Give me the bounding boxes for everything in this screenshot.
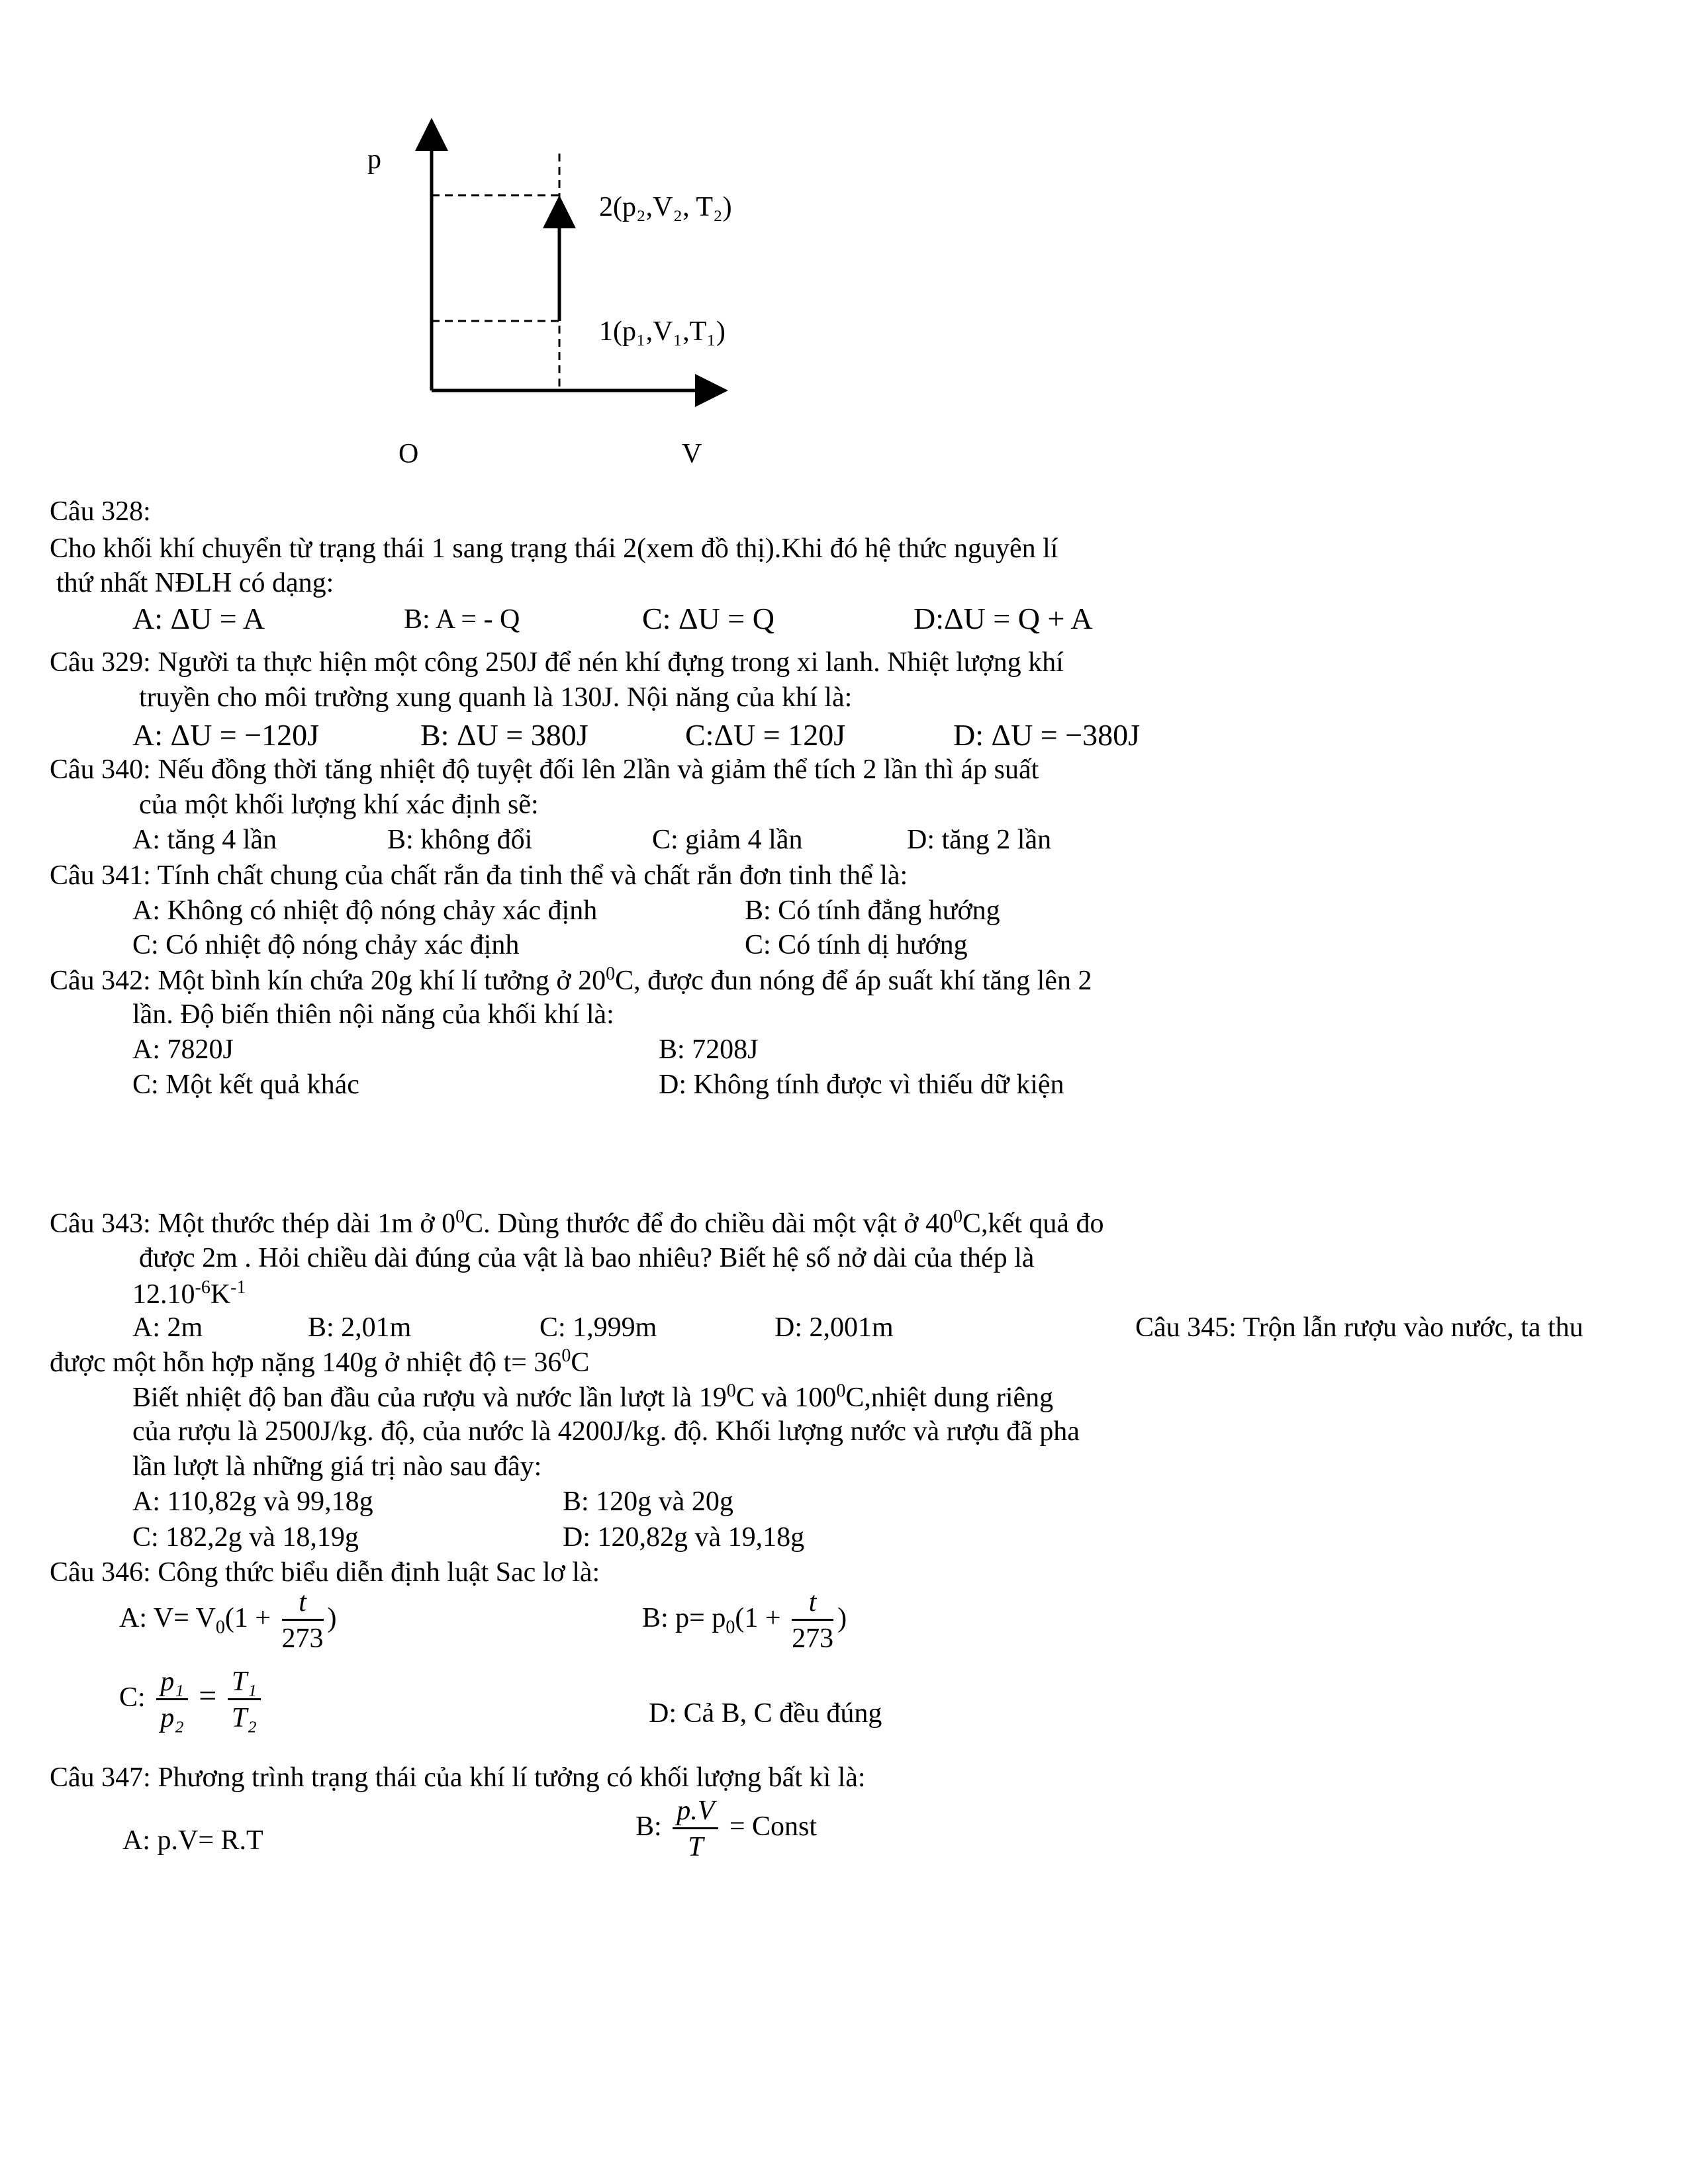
q342-text-line1: Câu 342: Một bình kín chứa 20g khí lí tưởng ở $20^0C$, được đun nóng để áp suất khí tăng lên 2	[50, 964, 1092, 996]
q346-option-a: A: $V= V_0(1$ + $\frac{t}{273}$ )	[119, 1587, 337, 1654]
origin-label: O	[399, 439, 419, 469]
q328-option-d: D:ΔU = Q + A	[914, 602, 1093, 635]
q346-c-fraction-t: $\frac{\text{T₁}}{\text{T₂}}$	[228, 1668, 261, 1732]
q341-option-a: A: Không có nhiệt độ nóng chảy xác định	[132, 895, 598, 926]
q345-option-d: D: 120,82g và 19,18g	[563, 1522, 805, 1553]
q340-option-b: B: không đổi	[387, 825, 533, 855]
q328-option-c: C: ΔU = Q	[642, 602, 774, 635]
q343-text-line3: $12.10^{-6}K^{-1}$	[132, 1277, 246, 1310]
q329-option-b: B: ΔU = 380J	[420, 718, 588, 752]
q345-text-line3: Biết nhiệt độ ban đầu của rượu và nước lần lượt là $19^0C$ và $100^0C,nhiệt$ dung riêng	[132, 1381, 1054, 1413]
q345-text-line5: lần lượt là những giá trị nào sau đây:	[132, 1451, 542, 1482]
q347-option-a: A: p.V= R.T	[122, 1825, 263, 1856]
q329-text-line1: Câu 329: Người ta thực hiện một công 250J để nén khí đựng trong xi lanh. Nhiệt lượng khí	[50, 647, 1064, 678]
q343-text-line1: Câu 343: Một thước thép dài 1m ở $0^0C$. Dùng thước để đo chiều dài một vật ở $40^0C,kết$ quả đo	[50, 1206, 1104, 1239]
q329-option-c: C:ΔU = 120J	[685, 718, 846, 752]
p-axis-label: p	[367, 144, 381, 175]
q342-option-a: A: 7820J	[132, 1034, 234, 1065]
q347-b-fraction: $\frac{p.V}{T}$	[673, 1797, 718, 1861]
q328-option-a: A: ΔU = A	[132, 602, 265, 635]
q328-heading: Câu 328:	[50, 496, 151, 527]
q347-option-b: B: $\frac{p.V}{T}$ = Const	[635, 1796, 818, 1862]
q345-text-line2: được một hỗn hợp nặng 140g ở nhiệt độ $t= 36^0C$	[50, 1345, 590, 1378]
q346-option-c: C: $\frac{\text{p₁}}{\text{p₂}}$ = $\frac{\text{T₁}}{\text{T₂}}$	[119, 1668, 265, 1732]
q328-text-line2: thứ nhất NĐLH có dạng:	[56, 568, 334, 598]
v-axis-label: V	[682, 439, 702, 469]
q345-text-line1: Câu 345: Trộn lẫn rượu vào nước, ta thu	[1135, 1312, 1583, 1343]
q329-text-line2: truyền cho môi trường xung quanh là 130J. Nội năng của khí là:	[139, 682, 853, 713]
q345-option-a: A: 110,82g và 99,18g	[132, 1486, 373, 1517]
q341-option-d: C: Có tính dị hướng	[745, 930, 968, 960]
q346-option-d: D: Cả B, C đều đúng	[649, 1698, 882, 1729]
q328-option-b: B: A = - Q	[404, 604, 520, 635]
q343-option-c: C: 1,999m	[539, 1312, 657, 1343]
q346-c-fraction-p: $\frac{\text{p₁}}{\text{p₂}}$	[156, 1668, 188, 1732]
q342-option-d: D: Không tính được vì thiếu dữ kiện	[659, 1069, 1064, 1100]
q346-b-fraction: $\frac{t}{273}$	[792, 1587, 834, 1654]
q345-option-b: B: 120g và 20g	[563, 1486, 733, 1517]
q329-option-a: A: ΔU = −120J	[132, 718, 320, 752]
q346-a-fraction: $\frac{t}{273}$	[281, 1587, 324, 1654]
q340-option-c: C: giảm 4 lần	[652, 825, 803, 855]
q340-text-line1: Câu 340: Nếu đồng thời tăng nhiệt độ tuyệt đối lên 2lần và giảm thể tích 2 lần thì áp suất	[50, 754, 1039, 785]
q345-option-c: C: 182,2g và 18,19g	[132, 1522, 359, 1553]
q342-option-b: B: 7208J	[659, 1034, 759, 1065]
q347-text-line1: Câu 347: Phương trình trạng thái của khí lí tưởng có khối lượng bất kì là:	[50, 1762, 866, 1793]
q343-text-line2: được 2m . Hỏi chiều dài đúng của vật là bao nhiêu? Biết hệ số nở dài của thép là	[139, 1243, 1035, 1273]
q340-option-a: A: tăng 4 lần	[132, 825, 277, 855]
q328-text-line1: Cho khối khí chuyển từ trạng thái 1 sang trạng thái 2(xem đồ thị).Khi đó hệ thức nguyên lí	[50, 533, 1058, 564]
q342-text-line2: lần. Độ biến thiên nội năng của khối khí là:	[132, 999, 614, 1030]
q346-option-b: B: $p= p_0(1$ + $\frac{t}{273}$ )	[642, 1587, 847, 1654]
q341-option-b: B: Có tính đẳng hướng	[745, 895, 1000, 926]
state1-label: 1(p₁,V₁,T₁)	[599, 316, 726, 347]
q343-option-d: D: 2,001m	[774, 1312, 894, 1343]
q329-option-d: D: ΔU = −380J	[953, 718, 1141, 752]
q340-option-d: D: tăng 2 lần	[907, 825, 1052, 855]
state2-label: 2(p₂,V₂, T₂)	[599, 192, 732, 222]
q343-option-a: A: 2m	[132, 1312, 203, 1343]
q340-text-line2: của một khối lượng khí xác định sẽ:	[139, 790, 539, 820]
q343-option-b: B: 2,01m	[308, 1312, 412, 1343]
q341-text-line1: Câu 341: Tính chất chung của chất rắn đa tinh thể và chất rắn đơn tinh thể là:	[50, 860, 908, 891]
q346-text-line1: Câu 346: Công thức biểu diễn định luật Sac lơ là:	[50, 1557, 600, 1588]
q345-text-line4: của rượu là 2500J/kg. độ, của nước là 4200J/kg. độ. Khối lượng nước và rượu đã pha	[132, 1416, 1080, 1447]
q342-option-c: C: Một kết quả khác	[132, 1069, 359, 1100]
q341-option-c: C: Có nhiệt độ nóng chảy xác định	[132, 930, 520, 960]
